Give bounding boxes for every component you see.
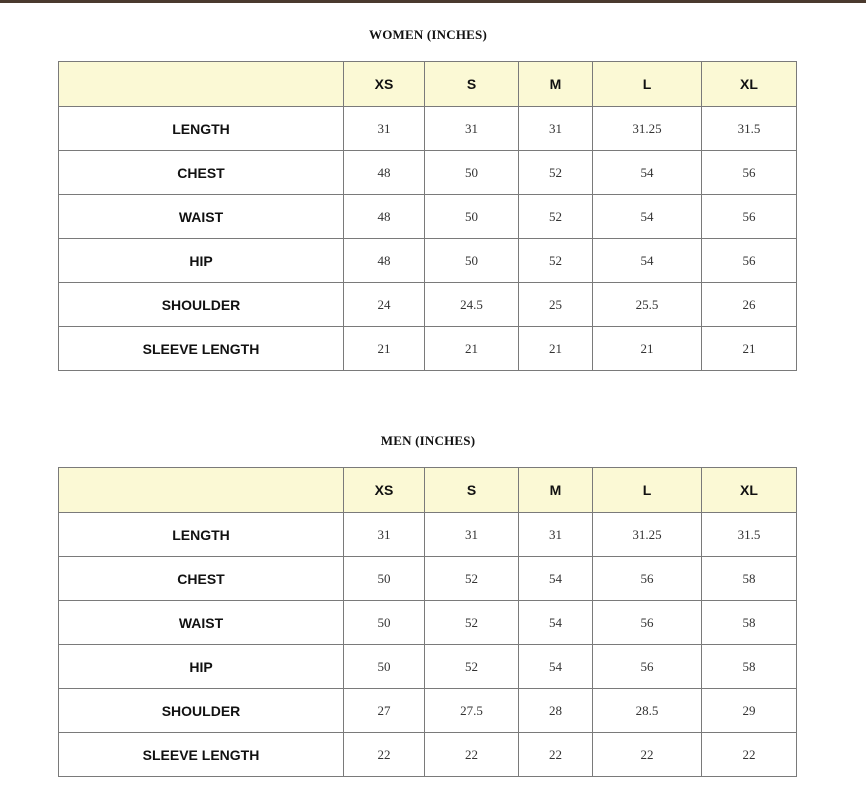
table-cell: 50 xyxy=(425,195,519,239)
table-cell: 56 xyxy=(593,557,702,601)
table-cell: 31 xyxy=(519,107,593,151)
table-row xyxy=(59,513,797,557)
table-cell: 48 xyxy=(344,151,425,195)
table-row xyxy=(59,601,797,645)
table-cell: 50 xyxy=(344,557,425,601)
table-cell: 56 xyxy=(702,151,797,195)
table-cell: 54 xyxy=(519,645,593,689)
table-cell: 21 xyxy=(344,327,425,371)
table-cell: 52 xyxy=(519,195,593,239)
table-cell: 25 xyxy=(519,283,593,327)
table-cell: 21 xyxy=(519,327,593,371)
table-row xyxy=(59,557,797,601)
size-header-xl: XL xyxy=(702,468,797,513)
size-header-s: S xyxy=(425,468,519,513)
table-cell: 54 xyxy=(593,151,702,195)
table-cell: 22 xyxy=(702,733,797,777)
row-label-shoulder: SHOULDER xyxy=(59,283,344,327)
table-cell: 31.5 xyxy=(702,513,797,557)
table-row xyxy=(59,151,797,195)
women-size-chart-title: WOMEN (INCHES) xyxy=(369,27,487,42)
size-header-m: M xyxy=(519,62,593,107)
table-cell: 52 xyxy=(425,601,519,645)
table-row xyxy=(59,107,797,151)
table-cell: 54 xyxy=(519,557,593,601)
men-size-table xyxy=(58,467,797,777)
table-cell: 22 xyxy=(425,733,519,777)
size-header-l: L xyxy=(593,62,702,107)
men-size-chart-title: MEN (INCHES) xyxy=(380,433,476,448)
size-header-xs: XS xyxy=(344,468,425,513)
size-header-xl: XL xyxy=(702,62,797,107)
table-cell: 28 xyxy=(519,689,593,733)
table-cell: 22 xyxy=(519,733,593,777)
table-cell: 21 xyxy=(593,327,702,371)
header-corner-cell xyxy=(59,62,344,107)
table-cell: 24.5 xyxy=(425,283,519,327)
row-label-hip: HIP xyxy=(59,239,344,283)
row-label-chest: CHEST xyxy=(59,557,344,601)
table-cell: 31 xyxy=(344,107,425,151)
table-cell: 52 xyxy=(425,557,519,601)
table-row xyxy=(59,283,797,327)
row-label-sleeve-length: SLEEVE LENGTH xyxy=(59,733,344,777)
row-label-shoulder: SHOULDER xyxy=(59,689,344,733)
table-row xyxy=(59,733,797,777)
table-cell: 26 xyxy=(702,283,797,327)
size-header-l: L xyxy=(593,468,702,513)
table-cell: 31 xyxy=(425,513,519,557)
table-cell: 56 xyxy=(702,239,797,283)
table-cell: 54 xyxy=(593,239,702,283)
table-cell: 50 xyxy=(425,239,519,283)
table-cell: 48 xyxy=(344,239,425,283)
table-cell: 31 xyxy=(425,107,519,151)
table-cell: 50 xyxy=(425,151,519,195)
size-header-xs: XS xyxy=(344,62,425,107)
table-row xyxy=(59,327,797,371)
row-label-sleeve-length: SLEEVE LENGTH xyxy=(59,327,344,371)
table-header-row xyxy=(59,62,797,107)
table-cell: 21 xyxy=(702,327,797,371)
row-label-waist: WAIST xyxy=(59,601,344,645)
table-cell: 31.5 xyxy=(702,107,797,151)
table-cell: 31.25 xyxy=(593,107,702,151)
table-cell: 58 xyxy=(702,645,797,689)
table-cell: 54 xyxy=(593,195,702,239)
table-cell: 48 xyxy=(344,195,425,239)
table-cell: 56 xyxy=(702,195,797,239)
table-cell: 25.5 xyxy=(593,283,702,327)
women-size-table xyxy=(58,61,797,371)
table-cell: 52 xyxy=(519,151,593,195)
table-row xyxy=(59,195,797,239)
size-header-s: S xyxy=(425,62,519,107)
table-cell: 58 xyxy=(702,601,797,645)
table-cell: 27 xyxy=(344,689,425,733)
table-cell: 27.5 xyxy=(425,689,519,733)
table-cell: 22 xyxy=(344,733,425,777)
row-label-waist: WAIST xyxy=(59,195,344,239)
table-row xyxy=(59,239,797,283)
table-cell: 52 xyxy=(425,645,519,689)
table-cell: 31 xyxy=(344,513,425,557)
table-row xyxy=(59,689,797,733)
top-border-bar xyxy=(0,0,866,3)
table-cell: 50 xyxy=(344,601,425,645)
table-cell: 52 xyxy=(519,239,593,283)
table-cell: 28.5 xyxy=(593,689,702,733)
table-cell: 54 xyxy=(519,601,593,645)
table-header-row xyxy=(59,468,797,513)
table-cell: 22 xyxy=(593,733,702,777)
table-cell: 56 xyxy=(593,601,702,645)
table-cell: 31 xyxy=(519,513,593,557)
row-label-chest: CHEST xyxy=(59,151,344,195)
row-label-hip: HIP xyxy=(59,645,344,689)
table-cell: 29 xyxy=(702,689,797,733)
table-cell: 24 xyxy=(344,283,425,327)
table-cell: 58 xyxy=(702,557,797,601)
table-cell: 56 xyxy=(593,645,702,689)
header-corner-cell xyxy=(59,468,344,513)
size-header-m: M xyxy=(519,468,593,513)
table-cell: 31.25 xyxy=(593,513,702,557)
table-cell: 50 xyxy=(344,645,425,689)
table-cell: 21 xyxy=(425,327,519,371)
row-label-length: LENGTH xyxy=(59,107,344,151)
row-label-length: LENGTH xyxy=(59,513,344,557)
table-row xyxy=(59,645,797,689)
